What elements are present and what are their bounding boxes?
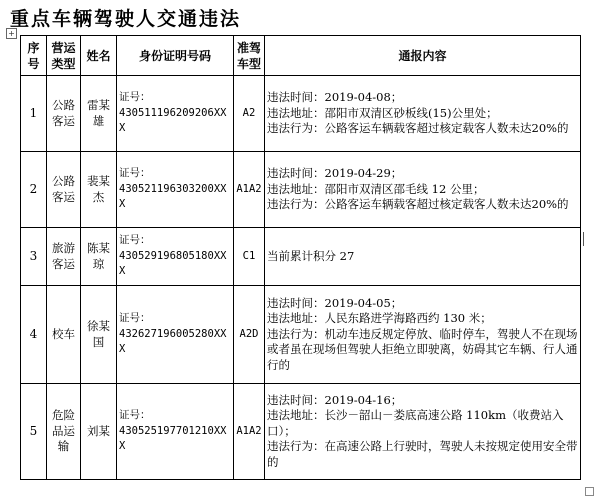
row-id-value: 430521196303200XXX [119, 182, 227, 211]
row-name: 雷某雄 [81, 76, 117, 152]
header-seq: 序号 [21, 36, 47, 76]
row-content-line: 违法行为：公路客运车辆载客超过核定载客人数未达20%的 [267, 121, 569, 136]
header-type: 营运类型 [47, 36, 81, 76]
table-row [21, 76, 581, 152]
row-name: 陈某琼 [81, 228, 117, 286]
row-license: A2D [234, 286, 265, 384]
row-id [117, 228, 234, 286]
table-move-handle-icon[interactable]: + [6, 28, 17, 39]
header-id: 身份证明号码 [117, 36, 234, 76]
row-seq: 5 [21, 384, 47, 480]
row-content-line: 违法行为：公路客运车辆载客超过核定载客人数未达20%的 [267, 197, 569, 212]
document-title: 重点车辆驾驶人交通违法 [10, 8, 242, 30]
row-content-line: 违法行为：机动车违反规定停放、临时停车，驾驶人不在现场或者虽在现场但驾驶人拒绝立即驶离，妨碍其它车辆、行人通行的 [267, 326, 578, 372]
table-row [21, 286, 581, 384]
row-id [117, 152, 234, 228]
row-seq: 2 [21, 152, 47, 228]
row-content-line: 当前累计积分 27 [267, 248, 355, 263]
row-content-line: 违法时间：2019-04-05； [267, 295, 403, 310]
row-id-label: 证号： [119, 234, 151, 247]
row-id-label: 证号： [119, 312, 151, 325]
table-resize-handle-icon[interactable] [585, 487, 594, 496]
row-id-value: 430525197701210XXX [119, 424, 227, 453]
header-license: 准驾车型 [234, 36, 265, 76]
row-id-label: 证号： [119, 409, 151, 422]
row-id-value: 430511196209206XXX [119, 106, 227, 135]
column-resize-marker [583, 232, 584, 246]
row-id-value: 432627196005280XXX [119, 327, 227, 356]
row-content [265, 286, 581, 384]
row-type: 公路客运 [47, 152, 81, 228]
row-content [265, 152, 581, 228]
row-seq: 4 [21, 286, 47, 384]
row-name: 裴某杰 [81, 152, 117, 228]
row-license: A1A2 [234, 384, 265, 480]
violation-table [20, 35, 581, 480]
table-row [21, 384, 581, 480]
row-content [265, 228, 581, 286]
table-row [21, 228, 581, 286]
row-content-line: 违法时间：2019-04-08； [267, 90, 403, 105]
row-content [265, 384, 581, 480]
row-content-line: 违法行为：在高速公路上行驶时，驾驶人未按规定使用安全带的 [267, 439, 578, 469]
table-header-row [21, 36, 581, 76]
row-content-line: 违法地址：长沙－韶山－娄底高速公路 110km（收费站入口）； [267, 408, 564, 438]
row-type: 旅游客运 [47, 228, 81, 286]
row-type: 危险品运输 [47, 384, 81, 480]
row-license: A1A2 [234, 152, 265, 228]
row-license: A2 [234, 76, 265, 152]
row-license: C1 [234, 228, 265, 286]
row-id-label: 证号： [119, 167, 151, 180]
row-content-line: 违法地址：邵阳市双清区砂板线(15)公里处； [267, 105, 498, 120]
row-id-label: 证号： [119, 91, 151, 104]
table-row [21, 152, 581, 228]
row-content-line: 违法时间：2019-04-16； [267, 392, 403, 407]
row-content-line: 违法时间：2019-04-29； [267, 166, 403, 181]
row-id [117, 286, 234, 384]
row-id-value: 430529196805180XXX [119, 249, 227, 278]
row-content [265, 76, 581, 152]
row-name: 徐某国 [81, 286, 117, 384]
row-type: 校车 [47, 286, 81, 384]
row-seq: 1 [21, 76, 47, 152]
row-content-line: 违法地址：人民东路进学海路西约 130 米； [267, 311, 492, 326]
row-seq: 3 [21, 228, 47, 286]
row-id [117, 384, 234, 480]
row-id [117, 76, 234, 152]
row-content-line: 违法地址：邵阳市双清区邵毛线 12 公里； [267, 181, 485, 196]
header-content: 通报内容 [265, 36, 581, 76]
row-name: 刘某 [81, 384, 117, 480]
row-type: 公路客运 [47, 76, 81, 152]
header-name: 姓名 [81, 36, 117, 76]
